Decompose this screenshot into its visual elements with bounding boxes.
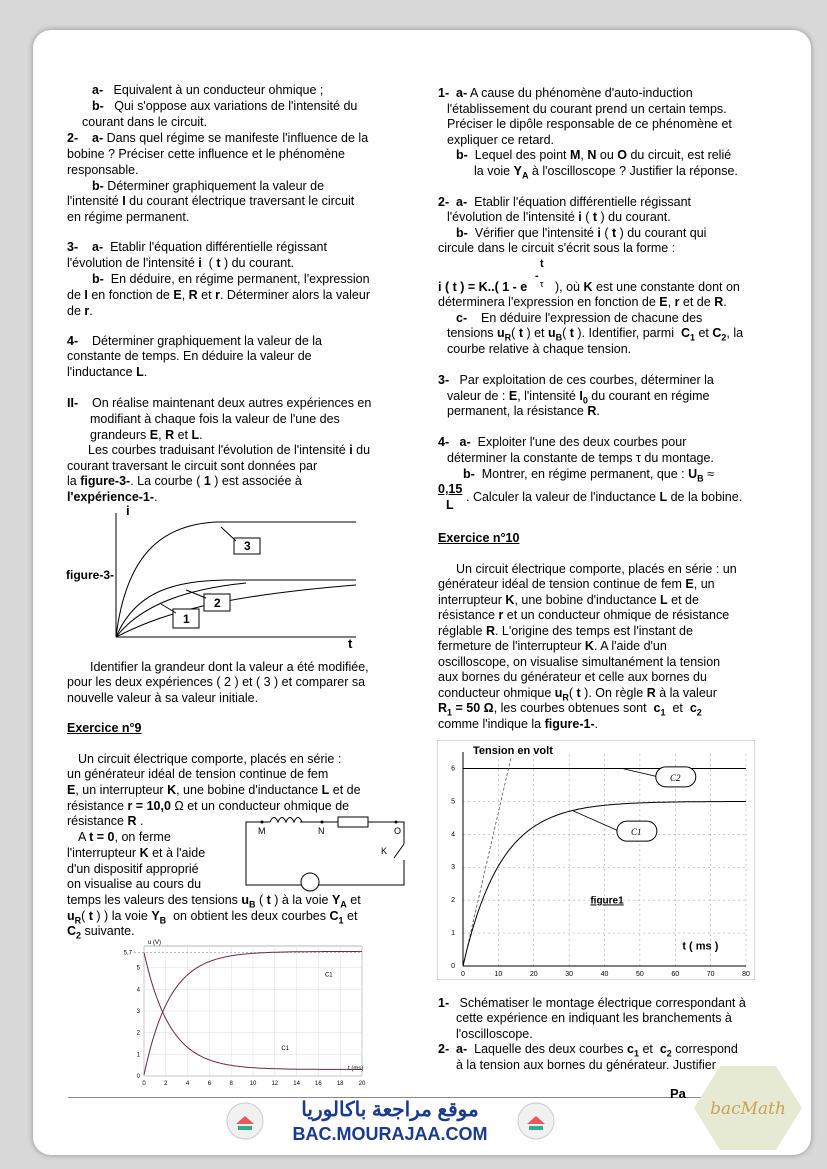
text-line: a- Equivalent à un conducteur ohmique ;	[92, 83, 324, 97]
formula-line: i ( t ) = K..( 1 - e	[438, 280, 528, 294]
text-line: b- En déduire, en régime permanent, l'expression	[92, 272, 370, 286]
curve-1-label: 1	[183, 612, 190, 626]
node-o-label: O	[394, 826, 402, 836]
text-line: l'établissement du courant prend un certain temps.	[447, 102, 727, 116]
text-line: bobine ? Préciser cette influence et le phénomène	[67, 147, 345, 161]
text-line: c- En déduire l'expression de chacune des	[456, 311, 703, 325]
text-line: constante de temps. En déduire la valeur de	[67, 349, 312, 363]
text-line: l'évolution de l'intensité i ( t ) du courant.	[67, 256, 295, 270]
y-value-label: 5,7	[123, 950, 132, 957]
text-line: valeur de : E, l'intensité $I_0$ du courant en régime	[447, 389, 710, 406]
x-tick-label: 2	[164, 1081, 168, 1087]
x-tick-label: 0	[461, 971, 465, 978]
x-tick-label: 60	[671, 971, 680, 978]
text-line: 2- a- Etablir l'équation différentielle régissant	[438, 195, 692, 209]
exponent-t: t	[540, 258, 544, 270]
text-line: l'interrupteur K et à l'aide	[67, 846, 206, 860]
text-line: Les courbes traduisant l'évolution de l'intensité i du	[88, 443, 371, 457]
text-line: de I en fonction de E, R et r. Déterminer alors la valeur	[67, 288, 370, 302]
site-logo-right	[517, 1102, 555, 1140]
text-line: circule dans le circuit s'écrit sous la forme :	[438, 241, 676, 255]
text-line: Un circuit électrique comporte, placés en série : un	[456, 562, 737, 576]
fraction-denominator: L	[446, 498, 454, 512]
text-line: $C_2$ suivante.	[67, 924, 135, 941]
curve-c2-label: C2	[669, 772, 681, 783]
text-line: temps les valeurs des tensions $u_B$ ( t ) à la voie $Y_A$ et	[67, 893, 361, 910]
text-line: réglable R. L'origine des temps est l'instant de	[438, 624, 693, 638]
site-logo-left	[226, 1102, 264, 1140]
text-line: fermeture de l'interrupteur K. A l'aide d'un	[438, 639, 667, 653]
text-line: l'intensité I du courant électrique traversant le circuit	[67, 194, 355, 208]
axis-t-label: t	[348, 636, 353, 651]
x-tick-label: 18	[336, 1081, 344, 1087]
text-line: nouvelle valeur à sa valeur initiale.	[67, 691, 259, 705]
text-line: b- Qui s'oppose aux variations de l'intensité du	[92, 99, 358, 113]
footer-arabic-title[interactable]: موقع مراجعة باكالوريا	[301, 1099, 479, 1121]
text-line: ), où K est une constante dont on	[555, 280, 740, 294]
y-tick-label: 4	[136, 987, 140, 994]
y-tick-label: 1	[451, 930, 455, 938]
y-tick-label: 1	[136, 1052, 140, 1059]
switch-k-label: K	[381, 846, 388, 856]
text-line: cette expérience en indiquant les branchements à	[456, 1011, 732, 1025]
text-line: 1- a- A cause du phénomène d'auto-induction	[438, 86, 693, 100]
x-tick-label: 14	[293, 1081, 300, 1087]
figure-3-graph	[66, 505, 366, 657]
text-line: déterminer la constante de temps τ du montage.	[447, 451, 714, 465]
x-tick-label: 16	[315, 1081, 322, 1087]
y-tick-label: 2	[136, 1030, 140, 1037]
text-line: résistance r = 10,0 Ω et un conducteur ohmique de	[67, 799, 350, 813]
text-line: courant traversant le circuit sont données par	[67, 459, 318, 473]
text-line: 2- a- Dans quel régime se manifeste l'influence de la	[67, 131, 369, 145]
x-tick-label: 40	[600, 971, 609, 978]
x-tick-label: 70	[706, 971, 715, 978]
text-line: résistance r et un conducteur ohmique de résistance	[438, 608, 730, 622]
x-axis-label: t (ms)	[348, 1066, 364, 1072]
x-tick-label: 50	[635, 971, 644, 978]
text-line: 2- a- Laquelle des deux courbes $c_1$ et $c_2$ correspond	[438, 1042, 738, 1059]
y-tick-label: 3	[451, 864, 455, 872]
text-line: . Calculer la valeur de l'inductance L de la bobine.	[466, 490, 743, 504]
text-line: Identifier la grandeur dont la valeur a été modifiée,	[90, 660, 369, 674]
text-line: b- Vérifier que l'intensité i ( t ) du courant qui	[456, 226, 707, 240]
curve-2-label: 2	[214, 596, 221, 610]
x-tick-label: 6	[207, 1081, 212, 1087]
text-line: II- On réalise maintenant deux autres expériences en	[67, 396, 372, 410]
curve-label: C1	[281, 1046, 290, 1052]
bacmath-badge	[692, 1062, 804, 1154]
text-line: 4- Déterminer graphiquement la valeur de la	[67, 334, 323, 348]
axis-i-label: i	[126, 505, 130, 518]
text-line: l'oscilloscope.	[456, 1027, 533, 1041]
text-line: 3- a- Etablir l'équation différentielle régissant	[67, 240, 327, 254]
text-line: E, un interrupteur K, une bobine d'inductance L et de	[67, 783, 361, 797]
text-line: Préciser le dipôle responsable de ce phénomène et	[447, 117, 732, 131]
figure-label: figure-3-	[66, 568, 114, 582]
text-line: aux bornes du générateur et celle aux bornes du	[438, 670, 707, 684]
text-line: b- Déterminer graphiquement la valeur de	[92, 179, 325, 193]
y-tick-label: 4	[451, 831, 455, 839]
exponent-tau: τ	[540, 279, 544, 289]
curve-c1-label: C1	[631, 827, 642, 838]
footer-site-link[interactable]: BAC.MOURAJAA.COM	[292, 1124, 488, 1144]
text-line: l'inductance L.	[67, 365, 148, 379]
x-tick-label: 20	[358, 1081, 366, 1087]
svg-text:bacMath: bacMath	[710, 1099, 786, 1119]
text-line: permanent, la résistance R.	[447, 404, 600, 418]
circuit-diagram	[240, 812, 412, 894]
text-line: b- Lequel des point M, N ou O du circuit, est relié	[456, 148, 732, 162]
x-tick-label: 4	[185, 1081, 190, 1087]
y-tick-label: 5	[136, 965, 140, 972]
y-tick-label: 6	[451, 765, 455, 773]
text-line: l'expérience-1-.	[67, 490, 158, 504]
text-line: interrupteur K, une bobine d'inductance L et de	[438, 593, 699, 607]
text-line: courbe relative à chaque tension.	[447, 342, 632, 356]
text-line: la voie $Y_A$ à l'oscilloscope ? Justifier la réponse.	[474, 164, 738, 181]
x-axis-label: t ( ms )	[682, 940, 719, 953]
text-line: b- Montrer, en régime permanent, que : $U_B$ ≈	[463, 467, 714, 484]
figure-caption: figure1	[590, 895, 624, 907]
text-line: modifiant à chaque fois la valeur de l'une des	[90, 412, 340, 426]
text-line: résistance R .	[67, 814, 144, 828]
text-line: grandeurs E, R et L.	[90, 428, 203, 442]
exercise-10-title: Exercice n°10	[438, 531, 520, 545]
text-line: comme l'indique la figure-1-.	[438, 717, 599, 731]
y-tick-label: 0	[451, 963, 455, 970]
text-line: conducteur ohmique $u_R$( t ). On règle R à la valeur	[438, 686, 717, 703]
x-tick-label: 30	[565, 971, 574, 978]
x-tick-label: 20	[529, 971, 538, 978]
text-line: on visualise au cours du	[67, 877, 202, 891]
node-m-label: M	[258, 826, 266, 836]
text-line: 3- Par exploitation de ces courbes, déterminer la	[438, 373, 714, 387]
text-line: A t = 0, on ferme	[78, 830, 171, 844]
text-line: expliquer ce retard.	[447, 133, 555, 147]
figure-title: Tension en volt	[473, 745, 553, 757]
text-line: déterminera l'expression en fonction de E, r et de R.	[438, 295, 727, 309]
curve-label: C1	[324, 972, 333, 979]
figure-1-graph	[437, 740, 755, 980]
y-axis-label: u (V)	[148, 940, 162, 946]
text-line: Un circuit électrique comporte, placés en série :	[78, 752, 342, 766]
text-line: l'évolution de l'intensité i ( t ) du courant.	[447, 210, 671, 224]
x-tick-label: 12	[271, 1081, 279, 1087]
text-line: courant dans le circuit.	[82, 115, 208, 129]
text-line: responsable.	[67, 163, 139, 177]
page-label: Pa	[670, 1086, 686, 1101]
text-line: 1- Schématiser le montage électrique correspondant à	[438, 996, 746, 1010]
oscillogram-c1-c2	[122, 928, 370, 1090]
text-line: la figure-3-. La courbe ( 1 ) est associée à	[67, 474, 302, 488]
y-tick-label: 5	[451, 798, 455, 806]
text-line: un générateur idéal de tension continue de fem	[67, 767, 329, 781]
x-tick-label: 10	[494, 971, 503, 978]
exponent-minus: -	[535, 270, 539, 282]
x-tick-label: 8	[229, 1081, 233, 1087]
x-tick-label: 80	[742, 971, 750, 978]
text-line: à la tension aux bornes du générateur. Justifier	[456, 1058, 716, 1072]
fraction-numerator: 0,15	[438, 482, 463, 496]
text-line: d'un dispositif approprié	[67, 862, 199, 876]
y-tick-label: 0	[136, 1074, 140, 1080]
y-tick-label: 3	[136, 1009, 140, 1015]
text-line: de r.	[67, 304, 93, 318]
node-n-label: N	[318, 826, 325, 836]
curve-3-label: 3	[244, 539, 251, 553]
text-line: $R_1 = 50$ Ω, les courbes obtenues sont $c_1$ et $c_2$	[438, 701, 702, 718]
text-line: $u_R$( t ) ) la voie $Y_B$ on obtient les deux courbes $C_1$ et	[67, 909, 358, 926]
x-tick-label: 10	[249, 1081, 257, 1087]
text-line: en régime permanent.	[67, 210, 190, 224]
text-line: oscilloscope, on visualise simultanément la tension	[438, 655, 721, 669]
y-tick-label: 2	[451, 897, 455, 905]
x-tick-label: 0	[142, 1081, 146, 1087]
text-line: 4- a- Exploiter l'une des deux courbes pour	[438, 435, 687, 449]
text-line: générateur idéal de tension continue de fem E, un	[438, 577, 715, 591]
text-line: pour les deux expériences ( 2 ) et ( 3 ) et comparer sa	[67, 675, 366, 689]
exercise-9-title: Exercice n°9	[67, 721, 142, 735]
text-line: tensions $u_R$( t ) et $u_B$( t ). Identifier, parmi $C_1$ et $C_2$, la	[447, 326, 744, 343]
